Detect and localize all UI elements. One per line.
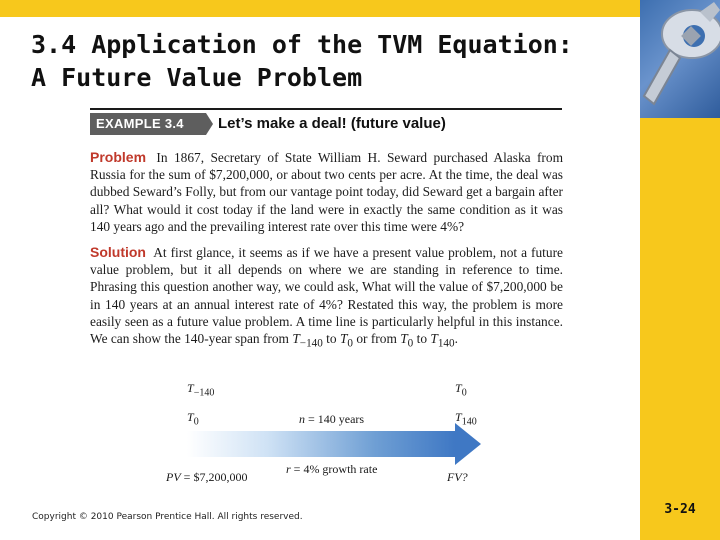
title-line-2: A Future Value Problem (31, 63, 363, 92)
timeline-rate-label: r = 4% growth rate (286, 462, 378, 476)
right-accent-sidebar (640, 118, 720, 540)
timeline-right-top-label: $T_0$ (455, 381, 467, 399)
timeline-left-top-label: $T_{-140}$ (187, 381, 215, 399)
math-joiner: or from (352, 331, 401, 347)
solution-text: At first glance, it seems as if we have a present value problem, not a future value problem, but it all depends on where we are standing in reference to time. Phrasing this question another way, we could ask, What will the value of $7,200,000 be in 140 years at an annual interest rate of 4%? Restated this way, the problem is more easily seen as a future value problem. A time line is particularly helpful in this instance. We can show the 140-year span from (90, 245, 563, 347)
math-sub: 0 (347, 337, 353, 350)
math-joiner: to (413, 331, 431, 347)
example-rule (90, 108, 562, 110)
example-badge: EXAMPLE 3.4 (90, 113, 206, 135)
math-sub: 140 (437, 337, 455, 350)
timeline-arrow (187, 431, 455, 457)
slide-number: 3-24 (664, 502, 696, 517)
example-heading: Let’s make a deal! (future value) (218, 115, 446, 132)
timeline-period-label: n = 140 years (299, 412, 365, 426)
math-t: T (339, 331, 348, 347)
math-joiner: . (454, 331, 458, 347)
page-title (31, 28, 631, 94)
copyright-footer: Copyright © 2010 Pearson Prentice Hall. All rights reserved. (32, 512, 303, 522)
problem-text: In 1867, Secretary of State William H. Seward purchased Alaska from Russia for the sum of $7,200,000, or about two cents per acre. At the time, the deal was dubbed Seward’s Folly, but from our vantage point today, did Seward get a bargain after all? What would it cost today if the land were in exactly the same condition as it was 140 years ago and the prevailing interest rate over this time were 4%? (90, 150, 563, 234)
timeline-fv-label: FV? (447, 470, 468, 484)
top-accent-bar (0, 0, 640, 17)
timeline-arrow-head (455, 423, 481, 465)
timeline-pv-label: PV = $7,200,000 (166, 470, 248, 484)
problem-paragraph (90, 149, 563, 235)
math-t: T (430, 331, 438, 347)
problem-label: Problem (90, 149, 147, 165)
title-line-1: 3.4 Application of the TVM Equation: (31, 30, 573, 59)
example-badge-notch (206, 113, 213, 135)
math-sub: −140 (299, 337, 323, 350)
solution-paragraph (90, 244, 563, 353)
math-sub: 0 (407, 337, 414, 350)
timeline-right-bottom-label: $T_{140}$ (455, 410, 477, 428)
timeline-left-bottom-label: $T_0$ (187, 410, 199, 428)
math-t: T (292, 331, 300, 347)
math-t: T (400, 331, 408, 347)
wrench-icon (640, 0, 720, 118)
math-joiner: to (322, 331, 340, 347)
solution-label: Solution (90, 244, 146, 260)
